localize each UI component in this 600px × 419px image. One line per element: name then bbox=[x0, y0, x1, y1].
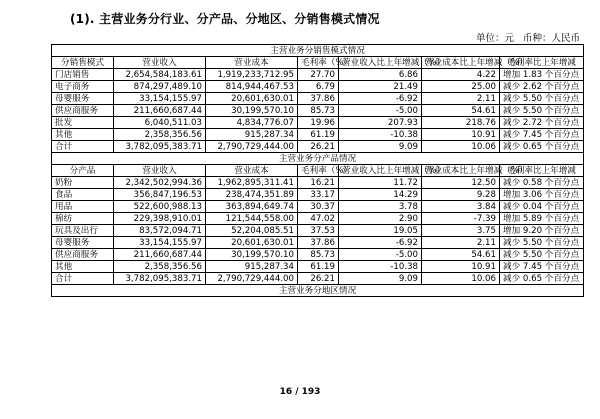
header-row bbox=[52, 165, 584, 177]
cell-revenue: 83,572,094.71 bbox=[114, 225, 206, 237]
table-row bbox=[52, 249, 584, 261]
column-header-margin-change: 毛利率比上年增减 bbox=[500, 165, 584, 177]
cell-revenue: 2,654,584,183.61 bbox=[114, 69, 206, 81]
cell-margin-change: 增加 1.83 个百分点 bbox=[500, 69, 584, 81]
section-title: 主营业务分产品情况 bbox=[52, 153, 584, 165]
column-header-category: 分销售模式 bbox=[52, 57, 114, 69]
cell-revenue-yoy: 11.72 bbox=[339, 177, 422, 189]
column-header-cost-yoy: 营业成本比上年增减（%） bbox=[422, 57, 500, 69]
business-table bbox=[51, 44, 584, 297]
cell-cost-yoy: 25.00 bbox=[422, 81, 500, 93]
cell-cost-yoy: 10.91 bbox=[422, 261, 500, 273]
column-header-category: 分产品 bbox=[52, 165, 114, 177]
currency-label: 币种：人民币 bbox=[522, 33, 580, 44]
cell-revenue-yoy: -10.38 bbox=[339, 261, 422, 273]
cell-category: 合计 bbox=[52, 141, 114, 153]
cell-margin-change: 减少 5.50 个百分点 bbox=[500, 105, 584, 117]
cell-margin-change: 减少 0.65 个百分点 bbox=[500, 273, 584, 285]
table-row bbox=[52, 105, 584, 117]
section-title: 主营业务分地区情况 bbox=[52, 285, 584, 297]
cell-revenue-yoy: 207.93 bbox=[339, 117, 422, 129]
cell-cost-yoy: 3.75 bbox=[422, 225, 500, 237]
cell-cost-yoy: -7.39 bbox=[422, 213, 500, 225]
cell-cost-yoy: 10.91 bbox=[422, 129, 500, 141]
cell-cost-yoy: 9.28 bbox=[422, 189, 500, 201]
cell-revenue-yoy: 6.86 bbox=[339, 69, 422, 81]
cell-revenue: 229,398,910.01 bbox=[114, 213, 206, 225]
cell-margin-change: 减少 7.45 个百分点 bbox=[500, 129, 584, 141]
cell-category: 合计 bbox=[52, 273, 114, 285]
cell-cost: 1,919,233,712.95 bbox=[206, 69, 298, 81]
cell-margin-change: 减少 0.58 个百分点 bbox=[500, 177, 584, 189]
cell-revenue: 2,358,356.56 bbox=[114, 261, 206, 273]
cell-revenue-yoy: 3.78 bbox=[339, 201, 422, 213]
cell-revenue-yoy: 2.90 bbox=[339, 213, 422, 225]
cell-gross-margin: 6.79 bbox=[298, 81, 339, 93]
cell-revenue-yoy: -6.92 bbox=[339, 237, 422, 249]
cell-revenue-yoy: -10.38 bbox=[339, 129, 422, 141]
cell-cost-yoy: 2.11 bbox=[422, 237, 500, 249]
table-row bbox=[52, 237, 584, 249]
cell-cost: 363,894,649.74 bbox=[206, 201, 298, 213]
cell-margin-change: 减少 7.45 个百分点 bbox=[500, 261, 584, 273]
cell-gross-margin: 27.70 bbox=[298, 69, 339, 81]
cell-category: 食品 bbox=[52, 189, 114, 201]
cell-category: 母婴服务 bbox=[52, 237, 114, 249]
cell-revenue: 33,154,155.97 bbox=[114, 93, 206, 105]
cell-gross-margin: 26.21 bbox=[298, 141, 339, 153]
cell-revenue: 211,660,687.44 bbox=[114, 105, 206, 117]
column-header-cost: 营业成本 bbox=[206, 165, 298, 177]
column-header-revenue-yoy: 营业收入比上年增减（%） bbox=[339, 165, 422, 177]
cell-cost: 2,790,729,444.00 bbox=[206, 141, 298, 153]
cell-cost-yoy: 54.61 bbox=[422, 249, 500, 261]
cell-revenue: 33,154,155.97 bbox=[114, 237, 206, 249]
table-row bbox=[52, 273, 584, 285]
table-row bbox=[52, 261, 584, 273]
table-row bbox=[52, 177, 584, 189]
cell-revenue-yoy: 21.49 bbox=[339, 81, 422, 93]
cell-revenue: 356,847,196.53 bbox=[114, 189, 206, 201]
cell-cost-yoy: 4.22 bbox=[422, 69, 500, 81]
cell-gross-margin: 85.73 bbox=[298, 105, 339, 117]
table-row bbox=[52, 213, 584, 225]
cell-gross-margin: 37.86 bbox=[298, 93, 339, 105]
section-title-row bbox=[52, 285, 584, 297]
section-title-row bbox=[52, 45, 584, 57]
column-header-cost: 营业成本 bbox=[206, 57, 298, 69]
cell-revenue: 211,660,687.44 bbox=[114, 249, 206, 261]
cell-revenue: 6,040,511.03 bbox=[114, 117, 206, 129]
cell-cost-yoy: 12.50 bbox=[422, 177, 500, 189]
cell-cost: 30,199,570.10 bbox=[206, 105, 298, 117]
cell-margin-change: 减少 2.62 个百分点 bbox=[500, 81, 584, 93]
cell-margin-change: 增加 9.20 个百分点 bbox=[500, 225, 584, 237]
column-header-margin-change: 毛利率比上年增减 bbox=[500, 57, 584, 69]
cell-margin-change: 减少 5.50 个百分点 bbox=[500, 93, 584, 105]
cell-revenue-yoy: 19.05 bbox=[339, 225, 422, 237]
cell-revenue-yoy: 9.09 bbox=[339, 141, 422, 153]
cell-gross-margin: 61.19 bbox=[298, 261, 339, 273]
cell-category: 供应商服务 bbox=[52, 249, 114, 261]
cell-revenue-yoy: -5.00 bbox=[339, 105, 422, 117]
cell-category: 其他 bbox=[52, 261, 114, 273]
cell-cost: 30,199,570.10 bbox=[206, 249, 298, 261]
cell-revenue: 522,600,988.13 bbox=[114, 201, 206, 213]
cell-cost: 238,474,351.89 bbox=[206, 189, 298, 201]
table-row bbox=[52, 189, 584, 201]
cell-gross-margin: 26.21 bbox=[298, 273, 339, 285]
cell-gross-margin: 19.96 bbox=[298, 117, 339, 129]
section-title: 主营业务分销售模式情况 bbox=[52, 45, 584, 57]
cell-gross-margin: 85.73 bbox=[298, 249, 339, 261]
cell-category: 批发 bbox=[52, 117, 114, 129]
cell-gross-margin: 16.21 bbox=[298, 177, 339, 189]
column-header-gross-margin: 毛利率（%） bbox=[298, 165, 339, 177]
table-row bbox=[52, 141, 584, 153]
cell-margin-change: 减少 0.65 个百分点 bbox=[500, 141, 584, 153]
table-row bbox=[52, 69, 584, 81]
cell-cost: 915,287.34 bbox=[206, 261, 298, 273]
cell-revenue-yoy: -5.00 bbox=[339, 249, 422, 261]
section-heading: (1). 主营业务分行业、分产品、分地区、分销售模式情况 bbox=[70, 12, 380, 26]
cell-cost-yoy: 10.06 bbox=[422, 141, 500, 153]
cell-gross-margin: 61.19 bbox=[298, 129, 339, 141]
table-row bbox=[52, 225, 584, 237]
cell-gross-margin: 47.02 bbox=[298, 213, 339, 225]
cell-cost: 1,962,895,311.41 bbox=[206, 177, 298, 189]
cell-cost-yoy: 2.11 bbox=[422, 93, 500, 105]
cell-margin-change: 增加 3.06 个百分点 bbox=[500, 189, 584, 201]
cell-revenue: 2,342,502,994.36 bbox=[114, 177, 206, 189]
table-row bbox=[52, 81, 584, 93]
cell-revenue: 3,782,095,383.71 bbox=[114, 273, 206, 285]
table-row bbox=[52, 93, 584, 105]
header-row bbox=[52, 57, 584, 69]
cell-category: 棉纺 bbox=[52, 213, 114, 225]
cell-cost: 20,601,630.01 bbox=[206, 93, 298, 105]
cell-cost-yoy: 3.84 bbox=[422, 201, 500, 213]
cell-category: 其他 bbox=[52, 129, 114, 141]
cell-revenue: 3,782,095,383.71 bbox=[114, 141, 206, 153]
cell-revenue-yoy: 9.09 bbox=[339, 273, 422, 285]
table-row bbox=[52, 129, 584, 141]
cell-margin-change: 减少 5.50 个百分点 bbox=[500, 249, 584, 261]
cell-cost: 20,601,630.01 bbox=[206, 237, 298, 249]
cell-category: 门店销售 bbox=[52, 69, 114, 81]
cell-category: 用品 bbox=[52, 201, 114, 213]
cell-category: 奶粉 bbox=[52, 177, 114, 189]
column-header-revenue-yoy: 营业收入比上年增减（%） bbox=[339, 57, 422, 69]
column-header-gross-margin: 毛利率（%） bbox=[298, 57, 339, 69]
cell-margin-change: 减少 0.04 个百分点 bbox=[500, 201, 584, 213]
unit-label: 单位：元 bbox=[475, 33, 514, 44]
cell-cost: 52,204,085.51 bbox=[206, 225, 298, 237]
cell-revenue: 874,297,489.10 bbox=[114, 81, 206, 93]
cell-margin-change: 减少 5.50 个百分点 bbox=[500, 237, 584, 249]
cell-revenue-yoy: 14.29 bbox=[339, 189, 422, 201]
cell-category: 供应商服务 bbox=[52, 105, 114, 117]
column-header-revenue: 营业收入 bbox=[114, 57, 206, 69]
cell-cost: 2,790,729,444.00 bbox=[206, 273, 298, 285]
cell-cost-yoy: 54.61 bbox=[422, 105, 500, 117]
cell-cost: 121,544,558.00 bbox=[206, 213, 298, 225]
unit-line bbox=[470, 30, 580, 44]
column-header-cost-yoy: 营业成本比上年增减（%） bbox=[422, 165, 500, 177]
cell-cost-yoy: 218.76 bbox=[422, 117, 500, 129]
table-row bbox=[52, 117, 584, 129]
cell-revenue: 2,358,356.56 bbox=[114, 129, 206, 141]
cell-margin-change: 减少 2.72 个百分点 bbox=[500, 117, 584, 129]
table-row bbox=[52, 201, 584, 213]
cell-margin-change: 增加 5.89 个百分点 bbox=[500, 213, 584, 225]
page-number: 16 / 193 bbox=[279, 387, 321, 397]
cell-category: 母婴服务 bbox=[52, 93, 114, 105]
cell-gross-margin: 37.53 bbox=[298, 225, 339, 237]
cell-cost: 814,944,467.53 bbox=[206, 81, 298, 93]
cell-gross-margin: 30.37 bbox=[298, 201, 339, 213]
cell-revenue-yoy: -6.92 bbox=[339, 93, 422, 105]
cell-category: 电子商务 bbox=[52, 81, 114, 93]
section-title-row bbox=[52, 153, 584, 165]
cell-cost: 4,834,776.07 bbox=[206, 117, 298, 129]
column-header-revenue: 营业收入 bbox=[114, 165, 206, 177]
cell-gross-margin: 33.17 bbox=[298, 189, 339, 201]
cell-cost: 915,287.34 bbox=[206, 129, 298, 141]
cell-gross-margin: 37.86 bbox=[298, 237, 339, 249]
cell-cost-yoy: 10.06 bbox=[422, 273, 500, 285]
cell-category: 玩具及出行 bbox=[52, 225, 114, 237]
